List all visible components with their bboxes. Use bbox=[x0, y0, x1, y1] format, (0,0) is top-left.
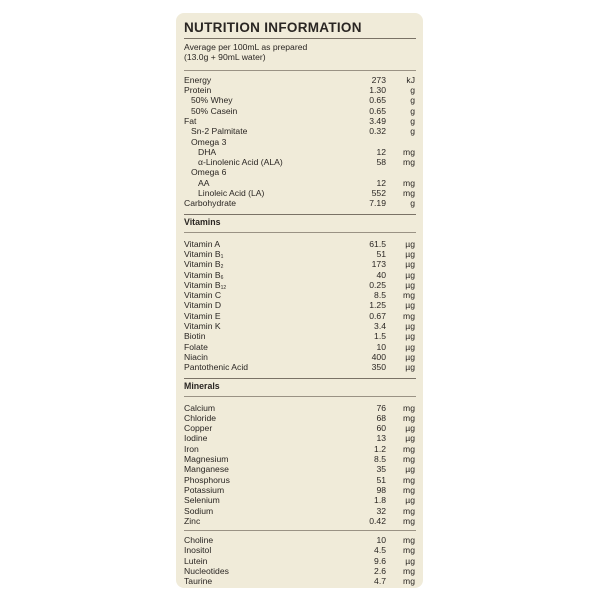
nutrient-name: Folate bbox=[184, 341, 208, 352]
nutrient-name: Vitamin $B_2$ bbox=[184, 259, 224, 271]
nutrient-unit: mg bbox=[403, 290, 415, 301]
nutrient-unit: g bbox=[410, 198, 415, 209]
nutrient-name: Fat bbox=[184, 116, 197, 126]
nutrient-name: Calcium bbox=[184, 402, 216, 413]
nutrient-unit: mg bbox=[403, 565, 415, 576]
nutrient-row bbox=[184, 352, 416, 362]
nutrient-value: 173 bbox=[371, 259, 386, 270]
nutrient-row bbox=[184, 249, 416, 259]
nutrient-value: 1.5 bbox=[374, 331, 386, 342]
nutrient-unit: mg bbox=[403, 545, 415, 556]
nutrient-row bbox=[184, 259, 416, 269]
nutrient-value: 10 bbox=[376, 535, 386, 546]
nutrient-unit: mg bbox=[403, 157, 415, 168]
nutrient-name: 50% Casein bbox=[191, 105, 238, 116]
nutrient-row bbox=[184, 290, 416, 300]
nutrient-value: 10 bbox=[376, 341, 386, 352]
nutrient-value: 13 bbox=[376, 433, 386, 444]
nutrient-name: Taurine bbox=[184, 576, 213, 587]
nutrient-unit: µg bbox=[405, 259, 415, 270]
nutrient-name: Vitamin A bbox=[184, 238, 221, 249]
nutrient-row bbox=[184, 300, 416, 310]
nutrient-value: 273 bbox=[371, 74, 386, 85]
nutrient-unit: mg bbox=[403, 146, 415, 157]
nutrient-unit: mg bbox=[403, 505, 415, 516]
nutrient-row bbox=[184, 576, 416, 586]
nutrient-row bbox=[184, 495, 416, 505]
nutrient-name: Vitamin $B_1$ bbox=[184, 248, 224, 260]
nutrient-value: 1.25 bbox=[369, 300, 386, 311]
nutrient-unit: mg bbox=[403, 484, 415, 495]
nutrient-row bbox=[184, 331, 416, 341]
nutrient-unit: µg bbox=[405, 331, 415, 342]
nutrient-row bbox=[184, 403, 416, 413]
nutrient-value: 1.2 bbox=[374, 443, 386, 454]
nutrients-list bbox=[184, 75, 416, 209]
nutrient-row bbox=[184, 475, 416, 485]
nutrient-name: Iron bbox=[184, 443, 199, 454]
nutrient-row bbox=[184, 75, 416, 85]
minerals-list bbox=[184, 403, 416, 527]
basis-line-1: Average per 100mL as prepared bbox=[184, 42, 308, 52]
nutrient-value: 3.4 bbox=[374, 321, 386, 332]
nutrient-unit: g bbox=[410, 105, 415, 116]
nutrient-row bbox=[184, 167, 416, 177]
nutrient-row bbox=[184, 198, 416, 208]
nutrient-value: 4.7 bbox=[374, 576, 386, 587]
nutrient-name: 50% Whey bbox=[191, 95, 233, 106]
panel-title: NUTRITION INFORMATION bbox=[184, 19, 416, 39]
nutrient-name: Nucleotides bbox=[184, 565, 229, 576]
nutrient-value: 7.19 bbox=[369, 198, 386, 209]
nutrient-row bbox=[184, 126, 416, 136]
nutrient-name: AA bbox=[198, 177, 210, 188]
nutrient-subscript: 1 bbox=[220, 253, 224, 260]
nutrient-unit: µg bbox=[405, 464, 415, 475]
nutrient-value: 0.65 bbox=[369, 105, 386, 116]
nutrient-subscript: 6 bbox=[220, 274, 224, 281]
nutrient-row bbox=[184, 280, 416, 290]
nutrient-value: 51 bbox=[376, 474, 386, 485]
nutrient-row bbox=[184, 188, 416, 198]
nutrient-value: 0.32 bbox=[369, 126, 386, 137]
nutrient-unit: µg bbox=[405, 321, 415, 332]
divider bbox=[184, 69, 416, 71]
nutrient-subscript: 2 bbox=[220, 264, 224, 271]
nutrient-name: Vitamin C bbox=[184, 290, 222, 301]
nutrient-row bbox=[184, 413, 416, 423]
nutrient-value: 12 bbox=[376, 177, 386, 188]
nutrient-row bbox=[184, 342, 416, 352]
nutrient-row bbox=[184, 95, 416, 105]
nutrient-name: Selenium bbox=[184, 495, 220, 506]
nutrient-name: Manganese bbox=[184, 464, 229, 475]
nutrient-unit: µg bbox=[405, 433, 415, 444]
nutrient-unit: kJ bbox=[406, 74, 415, 85]
nutrient-row bbox=[184, 311, 416, 321]
other-nutrients-list bbox=[184, 535, 416, 586]
nutrient-value: 350 bbox=[371, 362, 386, 373]
nutrient-value: 0.65 bbox=[369, 95, 386, 106]
nutrient-unit: g bbox=[410, 85, 415, 96]
nutrient-row bbox=[184, 270, 416, 280]
nutrient-unit: mg bbox=[403, 310, 415, 321]
nutrient-name: Omega 6 bbox=[191, 167, 227, 178]
nutrient-value: 35 bbox=[376, 464, 386, 475]
minerals-heading: Minerals bbox=[184, 378, 416, 392]
nutrient-row bbox=[184, 516, 416, 526]
nutrient-value: 98 bbox=[376, 484, 386, 495]
nutrient-row bbox=[184, 239, 416, 249]
nutrient-row bbox=[184, 178, 416, 188]
nutrient-unit: g bbox=[410, 126, 415, 137]
nutrient-unit: mg bbox=[403, 535, 415, 546]
nutrient-name: Iodine bbox=[184, 433, 208, 444]
nutrient-value: 3.49 bbox=[369, 116, 386, 126]
nutrient-name: Vitamin $B_{12}$ bbox=[184, 279, 227, 291]
nutrient-value: 12 bbox=[376, 146, 386, 157]
nutrient-unit: mg bbox=[403, 576, 415, 587]
nutrient-row bbox=[184, 116, 416, 126]
nutrient-value: 1.8 bbox=[374, 495, 386, 506]
nutrient-unit: µg bbox=[405, 269, 415, 280]
nutrient-row bbox=[184, 321, 416, 331]
nutrient-row bbox=[184, 423, 416, 433]
nutrient-value: 1.30 bbox=[369, 85, 386, 96]
nutrient-unit: µg bbox=[405, 555, 415, 566]
nutrient-value: 58 bbox=[376, 157, 386, 168]
nutrient-unit: mg bbox=[403, 474, 415, 485]
nutrient-value: 9.6 bbox=[374, 555, 386, 566]
nutrient-value: 8.5 bbox=[374, 454, 386, 465]
nutrient-name: Vitamin E bbox=[184, 310, 221, 321]
nutrient-name: Choline bbox=[184, 535, 214, 546]
nutrient-unit: mg bbox=[403, 454, 415, 465]
nutrient-row bbox=[184, 147, 416, 157]
nutrient-unit: mg bbox=[403, 443, 415, 454]
nutrient-row bbox=[184, 485, 416, 495]
nutrient-value: 4.5 bbox=[374, 545, 386, 556]
nutrient-unit: µg bbox=[405, 238, 415, 249]
nutrient-row bbox=[184, 506, 416, 516]
nutrient-name: DHA bbox=[198, 146, 217, 157]
nutrient-name: Sn-2 Palmitate bbox=[191, 126, 248, 137]
nutrient-value: 8.5 bbox=[374, 290, 386, 301]
nutrient-unit: mg bbox=[403, 402, 415, 413]
nutrient-name: Sodium bbox=[184, 505, 214, 516]
nutrient-subscript: 12 bbox=[220, 284, 227, 291]
divider bbox=[184, 530, 416, 531]
nutrient-name: Carbohydrate bbox=[184, 198, 237, 209]
divider bbox=[184, 232, 416, 233]
nutrient-row bbox=[184, 362, 416, 372]
nutrient-name: Biotin bbox=[184, 331, 206, 342]
nutrient-value: 61.5 bbox=[369, 238, 386, 249]
nutrient-value: 60 bbox=[376, 423, 386, 434]
nutrient-name: Lutein bbox=[184, 555, 208, 566]
nutrient-row bbox=[184, 535, 416, 545]
nutrient-name: Potassium bbox=[184, 484, 225, 495]
nutrient-unit: g bbox=[410, 116, 415, 126]
nutrient-name: Linoleic Acid (LA) bbox=[198, 188, 265, 199]
nutrient-value: 0.42 bbox=[369, 515, 386, 526]
nutrient-name: Pantothenic Acid bbox=[184, 362, 249, 373]
nutrient-value: 68 bbox=[376, 412, 386, 423]
nutrient-name: α-Linolenic Acid (ALA) bbox=[198, 157, 283, 168]
nutrient-unit: µg bbox=[405, 248, 415, 259]
nutrition-panel bbox=[176, 13, 423, 588]
nutrient-row bbox=[184, 157, 416, 167]
nutrient-unit: mg bbox=[403, 412, 415, 423]
nutrient-row bbox=[184, 433, 416, 443]
nutrient-row bbox=[184, 556, 416, 566]
nutrient-name: Vitamin K bbox=[184, 321, 221, 332]
nutrient-unit: mg bbox=[403, 515, 415, 526]
nutrient-name: Phosphorus bbox=[184, 474, 230, 485]
nutrient-name: Chloride bbox=[184, 412, 217, 423]
nutrient-unit: µg bbox=[405, 300, 415, 311]
nutrient-name: Vitamin D bbox=[184, 300, 222, 311]
nutrient-unit: mg bbox=[403, 188, 415, 199]
divider bbox=[184, 396, 416, 397]
nutrient-value: 76 bbox=[376, 402, 386, 413]
nutrient-row bbox=[184, 106, 416, 116]
nutrient-row bbox=[184, 566, 416, 576]
nutrient-name: Protein bbox=[184, 85, 212, 96]
nutrient-row bbox=[184, 85, 416, 95]
basis-line-2: (13.0g + 90mL water) bbox=[184, 52, 266, 63]
nutrient-name: Copper bbox=[184, 423, 213, 434]
nutrient-value: 400 bbox=[371, 351, 386, 362]
nutrient-unit: µg bbox=[405, 351, 415, 362]
nutrient-unit: µg bbox=[405, 341, 415, 352]
vitamins-heading: Vitamins bbox=[184, 214, 416, 228]
nutrient-value: 0.67 bbox=[369, 310, 386, 321]
nutrient-value: 51 bbox=[376, 248, 386, 259]
nutrient-value: 0.25 bbox=[369, 279, 386, 290]
nutrient-row bbox=[184, 454, 416, 464]
nutrient-row bbox=[184, 464, 416, 474]
nutrient-row bbox=[184, 545, 416, 555]
nutrient-unit: µg bbox=[405, 495, 415, 506]
nutrient-unit: mg bbox=[403, 177, 415, 188]
nutrient-name: Magnesium bbox=[184, 454, 229, 465]
nutrient-name: Inositol bbox=[184, 545, 212, 556]
nutrient-row bbox=[184, 444, 416, 454]
nutrient-value: 40 bbox=[376, 269, 386, 280]
nutrient-name: Niacin bbox=[184, 351, 208, 362]
nutrient-name: Omega 3 bbox=[191, 136, 227, 147]
vitamins-list bbox=[184, 239, 416, 373]
nutrient-name: Zinc bbox=[184, 515, 201, 526]
nutrient-unit: µg bbox=[405, 279, 415, 290]
nutrient-unit: µg bbox=[405, 423, 415, 434]
nutrient-value: 32 bbox=[376, 505, 386, 516]
nutrient-unit: µg bbox=[405, 362, 415, 373]
nutrient-value: 552 bbox=[371, 188, 386, 199]
nutrient-row bbox=[184, 137, 416, 147]
nutrient-unit: g bbox=[410, 95, 415, 106]
nutrient-name: Energy bbox=[184, 74, 212, 85]
nutrient-value: 2.6 bbox=[374, 565, 386, 576]
nutrient-name: Vitamin $B_6$ bbox=[184, 269, 224, 281]
